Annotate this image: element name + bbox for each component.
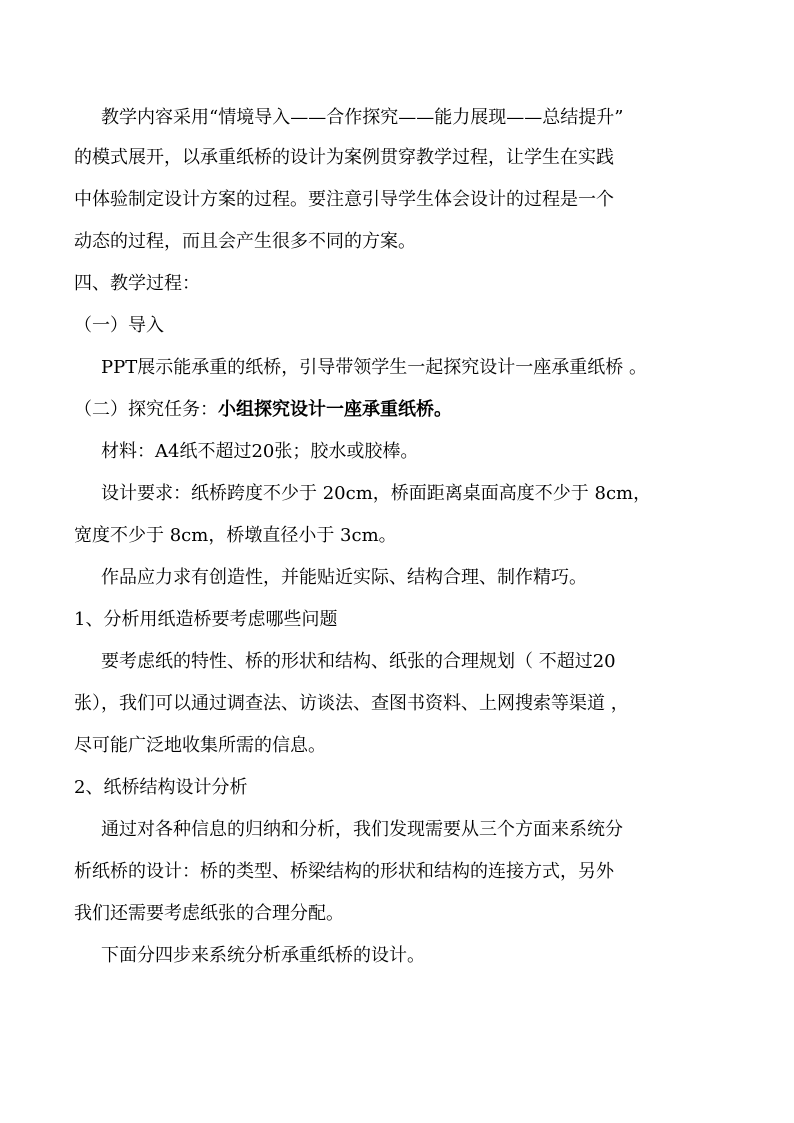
paragraph-line: 下面分四步来系统分析承重纸桥的设计。 xyxy=(101,945,425,966)
paragraph-line: 尽可能广泛地收集所需的信息。 xyxy=(74,735,326,756)
subsection-heading: （一）导入 xyxy=(74,315,164,336)
step-heading: 1、分析用纸造桥要考虑哪些问题 xyxy=(74,609,338,630)
paragraph-line: 设计要求：纸桥跨度不少于 20cm，桥面距离桌面高度不少于 8cm， xyxy=(101,483,652,504)
task-title: 小组探究设计一座承重纸桥。 xyxy=(218,399,452,420)
paragraph-line: 宽度不少于 8cm，桥墩直径小于 3cm。 xyxy=(74,525,397,546)
paragraph-line: 动态的过程，而且会产生很多不同的方案。 xyxy=(74,231,416,252)
step-heading: 2、纸桥结构设计分析 xyxy=(74,777,248,798)
paragraph-line: 张），我们可以通过调查法、访谈法、查图书资料、上网搜索等渠道 ， xyxy=(74,693,629,714)
paragraph-line: PPT展示能承重的纸桥，引导带领学生一起探究设计一座承重纸桥 。 xyxy=(101,357,647,378)
subsection-label: （二）探究任务： xyxy=(74,399,218,420)
section-heading: 四、教学过程： xyxy=(74,273,200,294)
paragraph-line: 我们还需要考虑纸张的合理分配。 xyxy=(74,903,344,924)
paragraph-line: 通过对各种信息的归纳和分析，我们发现需要从三个方面来系统分 xyxy=(101,819,623,840)
paragraph-line: 要考虑纸的特性、桥的形状和结构、纸张的合理规划（ 不超过20 xyxy=(101,651,616,672)
paragraph-line: 材料：A4纸不超过20张；胶水或胶棒。 xyxy=(101,441,419,462)
paragraph-line: 析纸桥的设计：桥的类型、桥梁结构的形状和结构的连接方式，另外 xyxy=(74,861,614,882)
subsection-heading xyxy=(74,396,452,424)
paragraph-line: 中体验制定设计方案的过程。要注意引导学生体会设计的过程是一个 xyxy=(74,189,614,210)
paragraph-line: 的模式展开，以承重纸桥的设计为案例贯穿教学过程，让学生在实践 xyxy=(74,147,614,168)
paragraph-line: 教学内容采用“情境导入——合作探究——能力展现——总结提升” xyxy=(101,107,624,128)
paragraph-line: 作品应力求有创造性，并能贴近实际、结构合理、制作精巧。 xyxy=(101,567,587,588)
